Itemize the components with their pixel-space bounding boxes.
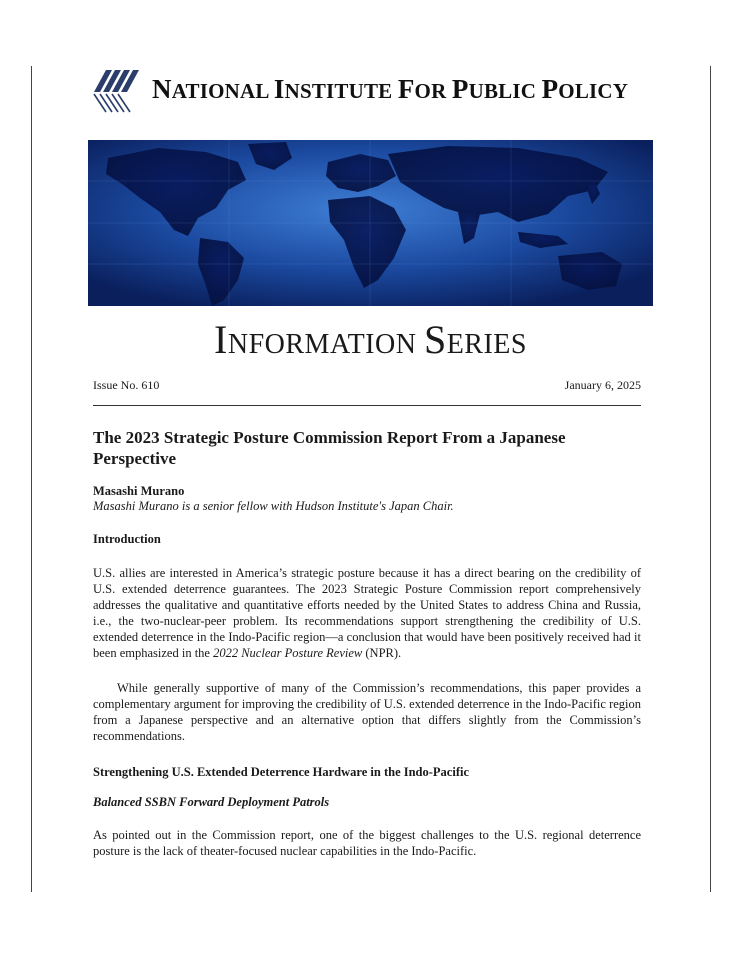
world-map-banner	[88, 140, 653, 306]
paragraph-challenges: As pointed out in the Commission report, one of the biggest challenges to the U.S. regional deterrence posture is the lack of theater-focused nuclear capabilities in the Indo-Pacific.	[93, 828, 641, 858]
paragraph-support: While generally supportive of many of the Commission’s recommendations, this paper provides a complementary argument for improving the credibility of U.S. extended deterrence in the Indo-Pacific region from a Japanese perspective and an alternative option that differs slightly from the Commission’s recommendations.	[93, 681, 641, 743]
npr-title: 2022 Nuclear Posture Review	[213, 646, 363, 660]
organization-name: NATIONAL INSTITUTE FOR PUBLIC POLICY	[152, 74, 629, 104]
diagonal-stripes-logo-icon	[92, 68, 148, 114]
page-border-left	[31, 66, 32, 892]
issue-date: January 6, 2025	[564, 378, 641, 392]
issue-number: Issue No. 610	[93, 378, 160, 392]
paragraph-introduction: U.S. allies are interested in America’s strategic posture because it has a direct bearing on the credibility of U.S. extended deterrence guarantees. The 2023 Strategic Posture Commission report comprehensively addresses the qualitative and quantitative efforts needed by the United States to address China and Russia, i.e., the two-nuclear-peer problem. Its recommendations support strengthening the credibility of U.S. extended deterrence in the Indo-Pacific region—a conclusion that would have been positively received had it been emphasized in the 2022 Nuclear Posture Review (NPR).	[93, 566, 641, 660]
article-title: The 2023 Strategic Posture Commission Report From a Japanese Perspective	[93, 428, 566, 468]
page-header	[92, 68, 652, 114]
author-bio: Masashi Murano is a senior fellow with Hudson Institute's Japan Chair.	[93, 499, 454, 513]
page-border-right	[710, 66, 711, 892]
section-heading: Strengthening U.S. Extended Deterrence Hardware in the Indo-Pacific	[93, 765, 470, 779]
world-map-icon	[88, 140, 653, 306]
divider	[93, 405, 641, 406]
introduction-heading: Introduction	[93, 532, 161, 546]
series-title: INFORMATION SERIES	[214, 317, 527, 362]
subsection-heading: Balanced SSBN Forward Deployment Patrols	[93, 795, 330, 809]
author-name: Masashi Murano	[93, 484, 185, 498]
